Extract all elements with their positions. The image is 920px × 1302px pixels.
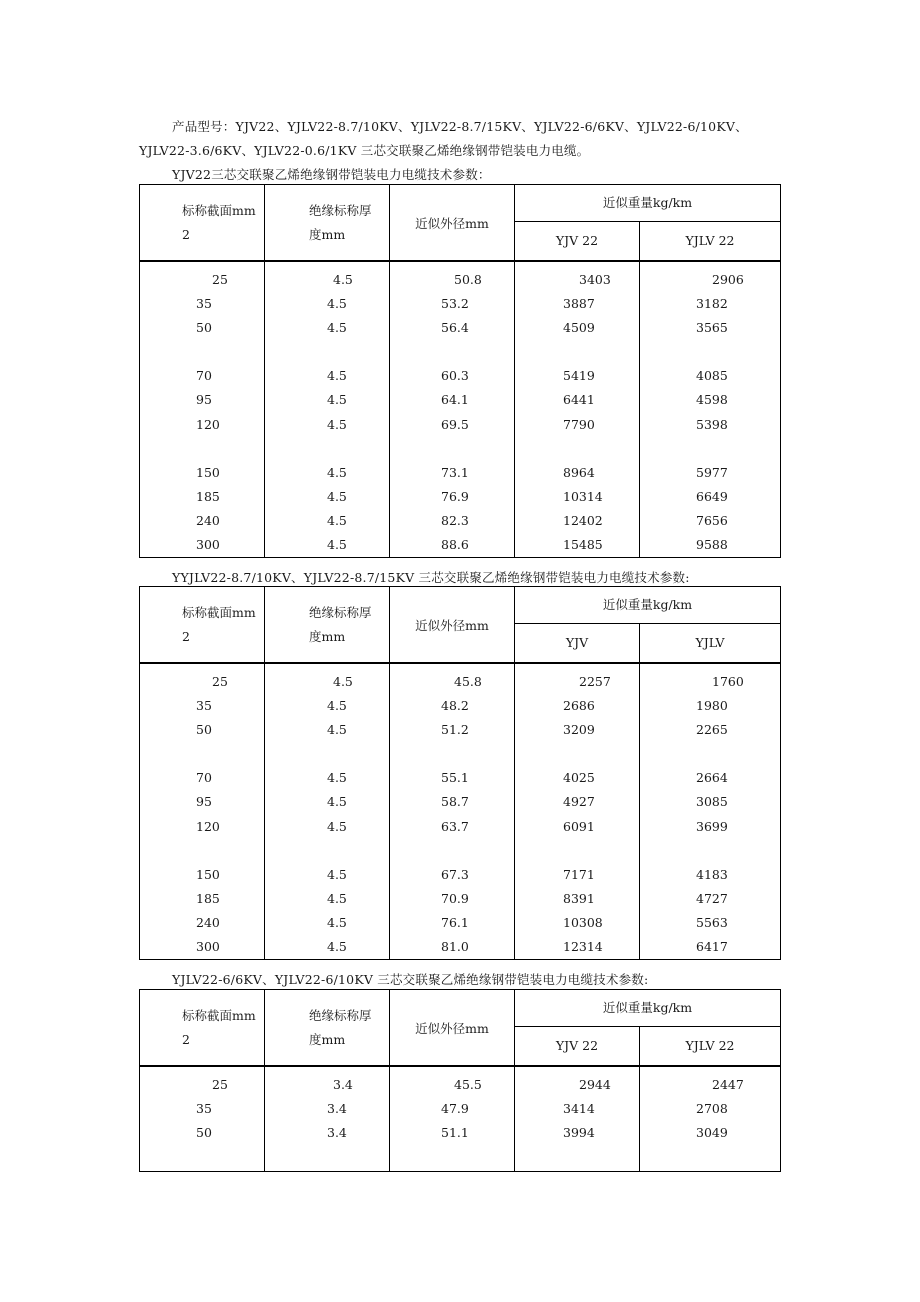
data-body-row bbox=[140, 261, 781, 558]
header-insulation-cell bbox=[265, 990, 390, 1067]
header-insulation-cell bbox=[265, 185, 390, 262]
table-cell: 10308 bbox=[563, 914, 603, 930]
table-cell: 9588 bbox=[696, 537, 728, 553]
table-2-caption: YYJLV22-8.7/10KV、YJLV22-8.7/15KV 三芯交联聚乙烯绝缘钢带铠装电力电缆技术参数: bbox=[172, 570, 690, 585]
table-cell: 10314 bbox=[563, 488, 603, 504]
table-cell: 76.9 bbox=[441, 488, 469, 504]
table-cell: 3994 bbox=[563, 1125, 595, 1141]
subheader-2: YJLV 22 bbox=[685, 1038, 735, 1053]
table-cell: 4.5 bbox=[327, 914, 347, 930]
header-weight-cell bbox=[515, 587, 781, 624]
column-1 bbox=[140, 1066, 265, 1172]
table-cell: 3.4 bbox=[333, 1077, 353, 1092]
column-3 bbox=[390, 261, 515, 558]
header-section-a: 标称截面mm bbox=[182, 1007, 256, 1023]
table-cell: 2664 bbox=[696, 770, 728, 786]
table-cell: 3565 bbox=[696, 320, 728, 336]
column-4 bbox=[515, 663, 640, 960]
spec-table-2 bbox=[139, 586, 781, 960]
table-cell: 4.5 bbox=[327, 488, 347, 504]
table-cell: 2686 bbox=[563, 698, 595, 714]
table-cell: 6649 bbox=[696, 488, 728, 504]
table-cell: 4927 bbox=[563, 794, 595, 810]
table-cell: 4.5 bbox=[327, 416, 347, 432]
table-cell: 185 bbox=[196, 488, 220, 504]
table-cell: 4.5 bbox=[327, 537, 347, 553]
table-cell: 4.5 bbox=[327, 320, 347, 336]
table-cell: 12402 bbox=[563, 512, 603, 528]
table-cell: 3699 bbox=[696, 818, 728, 834]
spec-table-1 bbox=[139, 184, 781, 558]
table-cell: 35 bbox=[196, 296, 212, 312]
table-cell: 3085 bbox=[696, 794, 728, 810]
header-section-cell bbox=[140, 990, 265, 1067]
header-insulation-a: 绝缘标称厚 bbox=[309, 604, 372, 620]
header-diameter: 近似外径mm bbox=[415, 1020, 489, 1036]
table-cell: 1980 bbox=[696, 698, 728, 714]
table-cell: 3.4 bbox=[327, 1101, 347, 1117]
column-4 bbox=[515, 1066, 640, 1172]
table-cell: 88.6 bbox=[441, 537, 469, 553]
header-row bbox=[140, 587, 781, 624]
table-cell: 4.5 bbox=[333, 674, 353, 689]
subheader-2-cell bbox=[640, 1027, 781, 1067]
header-section-a: 标称截面mm bbox=[182, 604, 256, 620]
table-cell: 120 bbox=[196, 416, 220, 432]
table-cell: 6417 bbox=[696, 939, 728, 955]
column-2 bbox=[265, 663, 390, 960]
table-1-caption: YJV22三芯交联聚乙烯绝缘钢带铠装电力电缆技术参数： bbox=[172, 167, 491, 182]
table-cell: 12314 bbox=[563, 939, 603, 955]
column-5 bbox=[640, 663, 781, 960]
table-cell: 48.2 bbox=[441, 698, 469, 714]
header-section-b: 2 bbox=[182, 628, 190, 644]
table-cell: 47.9 bbox=[441, 1101, 469, 1117]
table-cell: 4598 bbox=[696, 392, 728, 408]
table-cell: 70 bbox=[196, 368, 212, 384]
table-cell: 4.5 bbox=[327, 722, 347, 738]
table-cell: 2906 bbox=[712, 272, 744, 287]
header-row bbox=[140, 185, 781, 222]
table-cell: 3887 bbox=[563, 296, 595, 312]
column-5 bbox=[640, 261, 781, 558]
table-cell: 25 bbox=[212, 1077, 228, 1092]
subheader-2: YJLV 22 bbox=[685, 233, 735, 248]
header-weight-cell bbox=[515, 185, 781, 222]
table-cell: 240 bbox=[196, 914, 220, 930]
header-row bbox=[140, 990, 781, 1027]
table-cell: 150 bbox=[196, 464, 220, 480]
header-diameter: 近似外径mm bbox=[415, 617, 489, 633]
header-section-a: 标称截面mm bbox=[182, 202, 256, 218]
table-cell: 300 bbox=[196, 939, 220, 955]
header-diameter: 近似外径mm bbox=[415, 215, 489, 231]
table-cell: 60.3 bbox=[441, 368, 469, 384]
table-cell: 3.4 bbox=[327, 1125, 347, 1141]
table-cell: 5419 bbox=[563, 368, 595, 384]
table-cell: 2257 bbox=[579, 674, 611, 689]
table-cell: 4509 bbox=[563, 320, 595, 336]
column-2 bbox=[265, 261, 390, 558]
table-cell: 4.5 bbox=[327, 890, 347, 906]
table-cell: 82.3 bbox=[441, 512, 469, 528]
table-cell: 95 bbox=[196, 392, 212, 408]
table-cell: 2944 bbox=[579, 1077, 611, 1092]
table-cell: 4085 bbox=[696, 368, 728, 384]
table-cell: 50.8 bbox=[454, 272, 482, 287]
table-cell: 45.5 bbox=[454, 1077, 482, 1092]
table-cell: 3209 bbox=[563, 722, 595, 738]
table-cell: 4.5 bbox=[327, 770, 347, 786]
table-cell: 4025 bbox=[563, 770, 595, 786]
table-cell: 55.1 bbox=[441, 770, 469, 786]
subheader-2-cell bbox=[640, 624, 781, 664]
table-cell: 7656 bbox=[696, 512, 728, 528]
data-body-row bbox=[140, 1066, 781, 1172]
column-5 bbox=[640, 1066, 781, 1172]
table-cell: 7790 bbox=[563, 416, 595, 432]
table-cell: 53.2 bbox=[441, 296, 469, 312]
table-cell: 2447 bbox=[712, 1077, 744, 1092]
table-cell: 2708 bbox=[696, 1101, 728, 1117]
table-cell: 4.5 bbox=[327, 818, 347, 834]
table-cell: 6441 bbox=[563, 392, 595, 408]
column-3 bbox=[390, 663, 515, 960]
table-cell: 3403 bbox=[579, 272, 611, 287]
table-cell: 70.9 bbox=[441, 890, 469, 906]
table-cell: 4.5 bbox=[327, 866, 347, 882]
table-cell: 120 bbox=[196, 818, 220, 834]
table-cell: 56.4 bbox=[441, 320, 469, 336]
header-insulation-b: 度mm bbox=[309, 226, 346, 242]
table-cell: 35 bbox=[196, 698, 212, 714]
intro-line-2: YJLV22-3.6/6KV、YJLV22-0.6/1KV 三芯交联聚乙烯绝缘钢带铠装电力电缆。 bbox=[139, 143, 590, 158]
subheader-1: YJV 22 bbox=[555, 1038, 599, 1053]
header-section-b: 2 bbox=[182, 226, 190, 242]
header-insulation-b: 度mm bbox=[309, 628, 346, 644]
table-cell: 3182 bbox=[696, 296, 728, 312]
column-1 bbox=[140, 261, 265, 558]
header-section-cell bbox=[140, 185, 265, 262]
table-3-caption: YJLV22-6/6KV、YJLV22-6/10KV 三芯交联聚乙烯绝缘钢带铠装电力电缆技术参数: bbox=[172, 972, 649, 987]
header-insulation-a: 绝缘标称厚 bbox=[309, 202, 372, 218]
table-cell: 4183 bbox=[696, 866, 728, 882]
table-cell: 73.1 bbox=[441, 464, 469, 480]
header-section-b: 2 bbox=[182, 1031, 190, 1047]
header-insulation-b: 度mm bbox=[309, 1031, 346, 1047]
table-cell: 4.5 bbox=[327, 392, 347, 408]
subheader-1: YJV bbox=[565, 635, 589, 650]
table-cell: 50 bbox=[196, 722, 212, 738]
table-cell: 45.8 bbox=[454, 674, 482, 689]
table-cell: 8391 bbox=[563, 890, 595, 906]
header-insulation-cell bbox=[265, 587, 390, 664]
table-cell: 51.1 bbox=[441, 1125, 469, 1141]
column-3 bbox=[390, 1066, 515, 1172]
table-cell: 3414 bbox=[563, 1101, 595, 1117]
table-cell: 25 bbox=[212, 272, 228, 287]
table-cell: 4.5 bbox=[327, 698, 347, 714]
table-cell: 51.2 bbox=[441, 722, 469, 738]
table-cell: 5398 bbox=[696, 416, 728, 432]
table-cell: 67.3 bbox=[441, 866, 469, 882]
table-cell: 50 bbox=[196, 1125, 212, 1141]
header-diameter-cell bbox=[390, 185, 515, 262]
table-cell: 25 bbox=[212, 674, 228, 689]
subheader-1-cell bbox=[515, 222, 640, 262]
table-cell: 5977 bbox=[696, 464, 728, 480]
table-cell: 63.7 bbox=[441, 818, 469, 834]
column-1 bbox=[140, 663, 265, 960]
header-weight: 近似重量kg/km bbox=[602, 1000, 693, 1015]
table-cell: 70 bbox=[196, 770, 212, 786]
subheader-1: YJV 22 bbox=[555, 233, 599, 248]
subheader-1-cell bbox=[515, 1027, 640, 1067]
table-cell: 4.5 bbox=[327, 464, 347, 480]
table-cell: 64.1 bbox=[441, 392, 469, 408]
header-weight: 近似重量kg/km bbox=[602, 195, 693, 210]
table-cell: 4.5 bbox=[327, 794, 347, 810]
table-cell: 8964 bbox=[563, 464, 595, 480]
table-cell: 4.5 bbox=[327, 368, 347, 384]
table-cell: 35 bbox=[196, 1101, 212, 1117]
table-cell: 15485 bbox=[563, 537, 603, 553]
table-cell: 4.5 bbox=[333, 272, 353, 287]
table-cell: 1760 bbox=[712, 674, 744, 689]
column-4 bbox=[515, 261, 640, 558]
table-cell: 240 bbox=[196, 512, 220, 528]
table-cell: 69.5 bbox=[441, 416, 469, 432]
header-insulation-a: 绝缘标称厚 bbox=[309, 1007, 372, 1023]
header-diameter-cell bbox=[390, 587, 515, 664]
subheader-2: YJLV bbox=[695, 635, 725, 650]
spec-table-3 bbox=[139, 989, 781, 1172]
table-cell: 2265 bbox=[696, 722, 728, 738]
header-weight: 近似重量kg/km bbox=[602, 597, 693, 612]
table-cell: 185 bbox=[196, 890, 220, 906]
table-cell: 3049 bbox=[696, 1125, 728, 1141]
table-cell: 76.1 bbox=[441, 914, 469, 930]
table-cell: 300 bbox=[196, 537, 220, 553]
table-cell: 6091 bbox=[563, 818, 595, 834]
data-body-row bbox=[140, 663, 781, 960]
table-cell: 4.5 bbox=[327, 939, 347, 955]
table-cell: 95 bbox=[196, 794, 212, 810]
table-cell: 5563 bbox=[696, 914, 728, 930]
table-cell: 81.0 bbox=[441, 939, 469, 955]
subheader-1-cell bbox=[515, 624, 640, 664]
intro-line-1: 产品型号：YJV22、YJLV22-8.7/10KV、YJLV22-8.7/15KV、YJLV22-6/6KV、YJLV22-6/10KV、 bbox=[172, 119, 748, 134]
header-section-cell bbox=[140, 587, 265, 664]
header-diameter-cell bbox=[390, 990, 515, 1067]
header-weight-cell bbox=[515, 990, 781, 1027]
table-cell: 4.5 bbox=[327, 296, 347, 312]
column-2 bbox=[265, 1066, 390, 1172]
subheader-2-cell bbox=[640, 222, 781, 262]
table-cell: 150 bbox=[196, 866, 220, 882]
table-cell: 4727 bbox=[696, 890, 728, 906]
table-cell: 58.7 bbox=[441, 794, 469, 810]
table-cell: 50 bbox=[196, 320, 212, 336]
table-cell: 4.5 bbox=[327, 512, 347, 528]
table-cell: 7171 bbox=[563, 866, 595, 882]
